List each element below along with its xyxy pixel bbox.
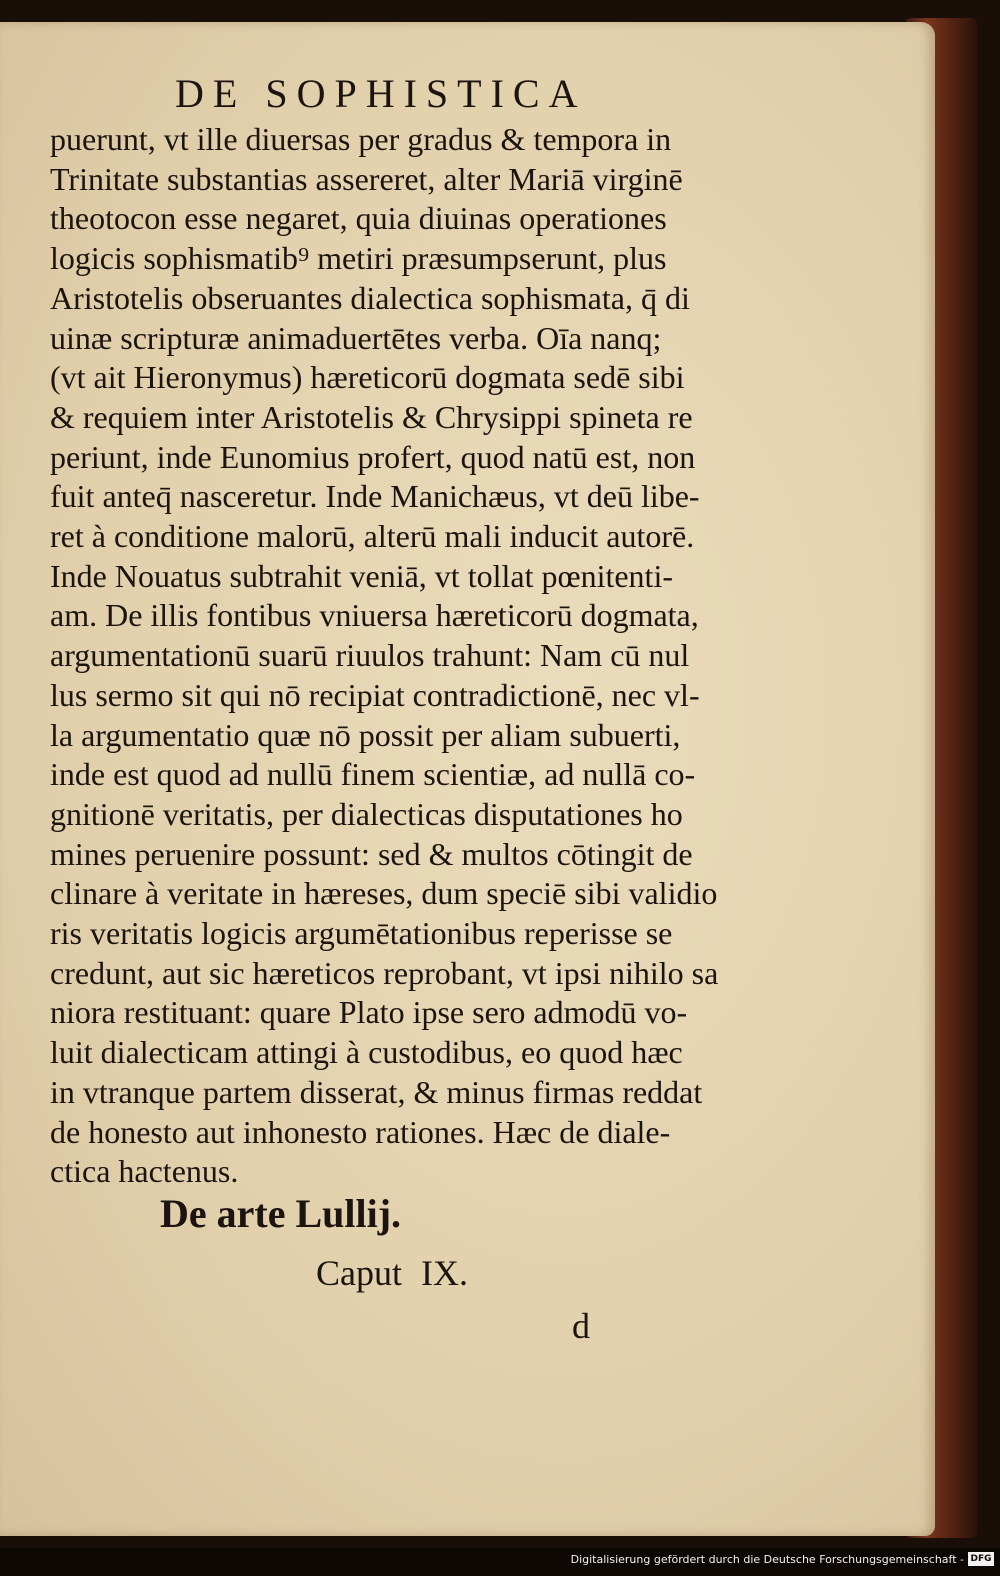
text-line: credunt, aut sic hæreticos reprobant, vt ipsi nihilo sa — [50, 954, 719, 991]
text-line: lus sermo sit qui nō recipiat contradictionē, nec vl- — [50, 676, 700, 713]
text-line: ris veritatis logicis argumētationibus reperisse se — [50, 915, 673, 952]
text-line: am. De illis fontibus vniuersa hæreticorū dogmata, — [50, 597, 699, 634]
text-line: Inde Nouatus subtrahit veniā, vt tollat pœnitenti- — [50, 557, 673, 594]
text-line: inde est quod ad nullū finem scientiæ, ad nullā co- — [50, 756, 696, 793]
text-line: ret à conditione malorū, alterū mali inducit autorē. — [50, 518, 695, 555]
text-line: clinare à veritate in hæreses, dum speciē sibi validio — [50, 875, 718, 912]
running-head: DE SOPHISTICA — [175, 71, 587, 116]
text-line: & requiem inter Aristotelis & Chrysippi spineta re — [50, 398, 693, 435]
text-line: uinæ scripturæ animaduertētes verba. Oīa nanq; — [50, 319, 662, 356]
text-line: gnitionē veritatis, per dialecticas disputationes ho — [50, 795, 683, 832]
text-line: puerunt, vt ille diuersas per gradus & tempora in — [50, 121, 672, 157]
text-line: in vtranque partem disserat, & minus firmas reddat — [50, 1073, 703, 1110]
text-block — [50, 120, 790, 1192]
signature-mark: d — [572, 1306, 590, 1346]
text-line: argumentationū suarū riuulos trahunt: Nam cū nul — [50, 637, 690, 674]
digitization-credit: Digitalisierung gefördert durch die Deutsche Forschungsgemeinschaft - — [570, 1553, 964, 1566]
text-line: periunt, inde Eunomius profert, quod natū est, non — [50, 438, 696, 475]
dfg-logo: DFG — [968, 1552, 994, 1566]
text-line: luit dialecticam attingi à custodibus, eo quod hæc — [50, 1034, 683, 1071]
text-line: Aristotelis obseruantes dialectica sophismata, q̄ di — [50, 279, 690, 316]
text-line: niora restituant: quare Plato ipse sero admodū vo- — [50, 994, 688, 1031]
text-line: la argumentatio quæ nō possit per aliam subuerti, — [50, 716, 681, 753]
text-line: ctica hactenus. — [50, 1153, 239, 1190]
chapter-heading: Caput IX. — [316, 1253, 468, 1293]
text-line: theotocon esse negaret, quia diuinas operationes — [50, 200, 667, 237]
text-line: (vt ait Hieronymus) hæreticorū dogmata sedē sibi — [50, 359, 685, 396]
text-line: Trinitate substantias assereret, alter Mariā virginē — [50, 160, 683, 197]
text-line: logicis sophismatib⁹ metiri præsumpserunt, plus — [50, 240, 667, 277]
text-line: de honesto aut inhonesto rationes. Hæc de diale- — [50, 1113, 671, 1150]
text-line: mines peruenire possunt: sed & multos cōtingit de — [50, 835, 693, 872]
section-title: De arte Lullij. — [160, 1191, 402, 1236]
text-line: fuit anteq̄ nasceretur. Inde Manichæus, vt deū libe- — [50, 478, 700, 515]
